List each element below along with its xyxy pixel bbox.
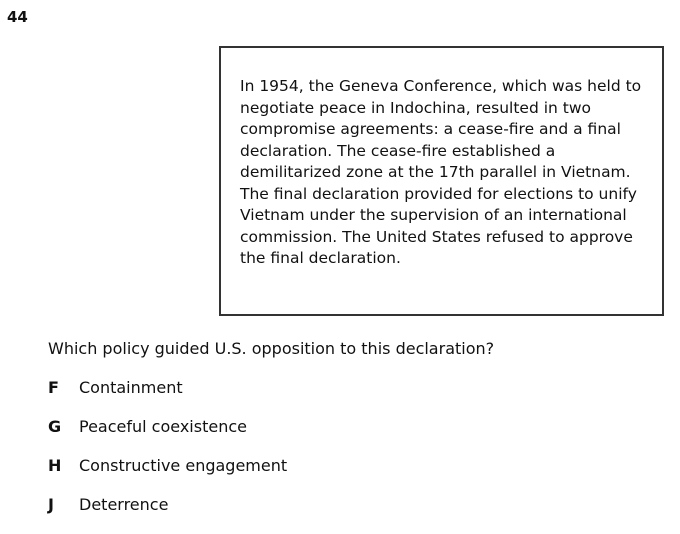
answer-options	[48, 378, 287, 534]
question-prompt: Which policy guided U.S. opposition to this declaration?	[48, 339, 495, 358]
answer-option-j[interactable]	[48, 495, 287, 534]
option-text: Constructive engagement	[79, 456, 288, 475]
option-letter: F	[48, 378, 59, 397]
option-text: Deterrence	[79, 495, 169, 514]
option-letter: J	[48, 495, 54, 514]
option-text: Containment	[79, 378, 183, 397]
option-letter: H	[48, 456, 62, 475]
question-number: 44	[7, 8, 28, 26]
answer-option-f[interactable]	[48, 378, 287, 417]
answer-option-h[interactable]	[48, 456, 287, 495]
answer-option-g[interactable]	[48, 417, 287, 456]
passage-box	[219, 46, 664, 316]
option-text: Peaceful coexistence	[79, 417, 247, 436]
option-letter: G	[48, 417, 62, 436]
passage-text: In 1954, the Geneva Conference, which was held to negotiate peace in Indochina, resulted in two compromise agreements: a cease-fire and a final declaration. The cease-fire established a demilitarized zone at the 17th parallel in Vietnam. The final declaration provided for elections to unify Vietnam under the supervision of an international commission. The United States refused to approve the final declaration.	[240, 77, 642, 267]
